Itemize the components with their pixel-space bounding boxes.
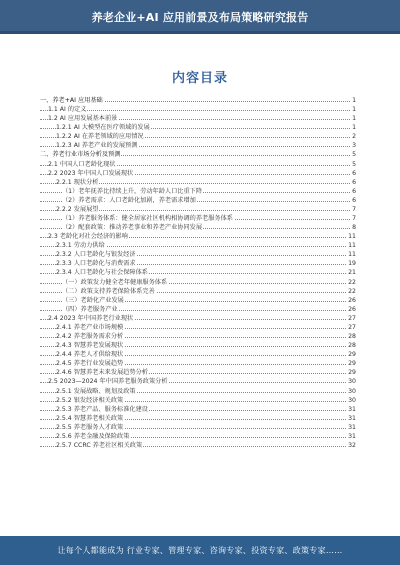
toc-entry[interactable] <box>40 241 356 250</box>
toc-entry[interactable] <box>40 105 356 114</box>
toc-entry-page: 7 <box>352 215 356 223</box>
toc-entry-page: 30 <box>348 378 356 386</box>
toc-entry-page: 7 <box>352 205 356 213</box>
toc-entry-page: 28 <box>348 333 356 341</box>
toc-entry-label: 2.5.2 银发经济相关政策 <box>56 396 124 404</box>
toc-entry[interactable] <box>40 160 356 169</box>
toc-entry-page: 21 <box>348 269 356 277</box>
toc-entry[interactable] <box>40 187 356 196</box>
toc-entry-page: 3 <box>352 142 356 150</box>
toc-entry-page: 22 <box>348 287 356 295</box>
toc-entry-label: 1.2.1 AI 大模型在医疗领域的发展 <box>56 124 150 132</box>
toc-entry-page: 5 <box>352 151 356 159</box>
toc-entry-label: 2.5.7 CCRC 养老社区相关政策 <box>56 441 143 449</box>
toc-entry-label: （一）政策发力健全老年健康服务体系 <box>62 278 168 286</box>
toc-entry[interactable] <box>40 396 356 405</box>
toc-entry-label: 2.5.3 养老产品、服务标准化建设 <box>56 405 148 413</box>
toc-entry-page: 1 <box>352 115 356 123</box>
toc-entry-label: 2.5 2023—2024 年中国养老服务政策分析 <box>48 378 168 386</box>
toc-entry-page: 2 <box>352 133 356 141</box>
toc-entry[interactable] <box>40 350 356 359</box>
toc-entry-page: 1 <box>352 124 356 132</box>
footer-text: 让每个人都能成为 行业专家、管理专家、咨询专家、投资专家、政策专家…… <box>57 546 343 555</box>
toc-entry-page: 30 <box>348 387 356 395</box>
toc-entry-label: （四）养老服务产业 <box>62 305 118 313</box>
toc-entry[interactable] <box>40 341 356 350</box>
toc-entry-page: 6 <box>352 178 356 186</box>
toc-entry-label: 2.4.2 养老服务需求分析 <box>56 333 124 341</box>
header-stripe <box>0 31 400 34</box>
toc-entry[interactable] <box>40 368 356 377</box>
toc-entry[interactable] <box>40 432 356 441</box>
toc-entry-label: （2）配套政策：推动养老事业和养老产业协同发展 <box>62 224 203 232</box>
toc-entry-label: 2.2.1 现状分析 <box>56 178 99 186</box>
toc-entry[interactable] <box>40 405 356 414</box>
toc-entry-label: 2.4 2023 年中国养老行业现状 <box>48 314 134 322</box>
toc-entry-page: 11 <box>348 251 356 259</box>
toc-entry-label: 2.1 中国人口老龄化现状 <box>48 160 116 168</box>
toc-entry-page: 26 <box>348 305 356 313</box>
toc-entry-label: （1）老年抚养比持续上升，劳动年龄人口比重下降 <box>62 187 203 195</box>
toc-entry[interactable] <box>40 96 356 105</box>
toc-entry[interactable] <box>40 205 356 214</box>
toc-entry-page: 27 <box>348 314 356 322</box>
header-bar <box>0 0 400 34</box>
toc-entry-page: 26 <box>348 296 356 304</box>
toc-entry-page: 5 <box>352 160 356 168</box>
toc-entry[interactable] <box>40 259 356 268</box>
toc-entry-label: 2.2.2 发展展望 <box>56 205 99 213</box>
toc-entry[interactable] <box>40 323 356 332</box>
toc-entry-label: 2.3.4 人口老龄化与社会保障体系 <box>56 269 148 277</box>
toc-entry-page: 31 <box>348 414 356 422</box>
toc-entry[interactable] <box>40 178 356 187</box>
toc-entry[interactable] <box>40 387 356 396</box>
footer-bar <box>0 536 400 565</box>
toc-entry-page: 22 <box>348 278 356 286</box>
toc-entry-label: 2.4.4 养老人才供给现状 <box>56 351 124 359</box>
toc-entry[interactable] <box>40 132 356 141</box>
toc-entry[interactable] <box>40 423 356 432</box>
toc-entry[interactable] <box>40 196 356 205</box>
toc-entry-page: 32 <box>348 441 356 449</box>
toc-entry-page: 6 <box>352 187 356 195</box>
toc-entry[interactable] <box>40 141 356 150</box>
toc-entry-label: 1.2 AI 应用发展基本前景 <box>48 115 118 123</box>
toc-entry[interactable] <box>40 114 356 123</box>
toc-entry-page: 29 <box>348 351 356 359</box>
toc-entry-label: 2.3 老龄化对社会经济的影响 <box>48 233 128 241</box>
toc-entry-page: 6 <box>352 196 356 204</box>
toc-entry-label: 一、养老+AI 应用基础 <box>40 97 103 104</box>
toc-entry-label: 2.4.3 智慧养老发展现状 <box>56 342 124 350</box>
toc-entry-label: 2.4.1 养老产业市场规模 <box>56 323 124 331</box>
toc-entry-page: 11 <box>348 242 356 250</box>
toc-entry[interactable] <box>40 278 356 287</box>
toc-entry-label: 2.5.4 智慧养老相关政策 <box>56 414 124 422</box>
toc-entry[interactable] <box>40 305 356 314</box>
toc-entry-page: 29 <box>348 369 356 377</box>
toc-entry[interactable] <box>40 214 356 223</box>
toc-entry-label: （2）养老需求：人口老龄化加剧，养老需求增加 <box>62 196 196 204</box>
toc-entry[interactable] <box>40 268 356 277</box>
toc-entry-label: 2.3.3 人口老龄化与消费需求 <box>56 260 136 268</box>
toc-entry[interactable] <box>40 287 356 296</box>
toc-entry[interactable] <box>40 441 356 450</box>
toc-entry-page: 29 <box>348 360 356 368</box>
toc-entry-label: 2.5.6 养老金融及保险政策 <box>56 432 130 440</box>
toc-entry-label: 二、养老行业市场分析及预测 <box>40 151 121 159</box>
toc-entry[interactable] <box>40 150 356 159</box>
report-title: 养老企业+AI 应用前景及布局策略研究报告 <box>91 11 309 24</box>
toc-entry[interactable] <box>40 296 356 305</box>
toc-entry[interactable] <box>40 377 356 386</box>
toc-entry-page: 8 <box>352 224 356 232</box>
toc-entry-page: 30 <box>348 396 356 404</box>
toc-entry-label: 2.5.5 养老服务人才政策 <box>56 423 124 431</box>
toc-entry[interactable] <box>40 332 356 341</box>
toc-entry[interactable] <box>40 250 356 259</box>
toc-entry-label: 2.4.6 智慧养老未来发展趋势分析 <box>56 369 148 377</box>
toc-entry-label: （三）老龄化产业发展 <box>62 296 124 304</box>
toc-entry-label: 2.4.5 养老行业发展趋势 <box>56 360 124 368</box>
toc-entry-page: 1 <box>352 97 356 104</box>
toc-entry-label: 2.3.2 人口老龄化与银发经济 <box>56 251 136 259</box>
toc-entry[interactable] <box>40 314 356 323</box>
toc-entry-page: 19 <box>348 260 356 268</box>
toc-entry-label: 2.5.1 发展战略、规划及政策 <box>56 387 136 395</box>
toc-entry[interactable] <box>40 123 356 132</box>
toc-entry-label: 2.3.1 劳动力供给 <box>56 242 105 250</box>
toc-entry-label: 1.1 AI 的定义 <box>48 106 87 114</box>
toc-entry-page: 31 <box>348 423 356 431</box>
toc-entry-page: 27 <box>348 323 356 331</box>
toc-entry-page: 31 <box>348 405 356 413</box>
toc-entry-label: 1.2.3 AI 养老产业的发展预测 <box>56 142 138 150</box>
toc-entry[interactable] <box>40 223 356 232</box>
toc-entry[interactable] <box>40 232 356 241</box>
toc-entry[interactable] <box>40 169 356 178</box>
table-of-contents <box>40 96 356 450</box>
toc-entry-label: 2.2 2023 年中国人口发展现状 <box>48 169 134 177</box>
toc-entry[interactable] <box>40 414 356 423</box>
toc-entry-label: （1）养老服务体系：健全居家社区机构相协调的养老服务体系 <box>62 215 233 223</box>
toc-entry-label: 1.2.2 AI 在养老领域的应用情况 <box>56 133 144 141</box>
toc-entry-label: （二）政策支持养老保险体系完善 <box>62 287 155 295</box>
toc-entry-page: 28 <box>348 342 356 350</box>
toc-entry-page: 31 <box>348 432 356 440</box>
toc-entry-page: 1 <box>352 106 356 114</box>
toc-title: 内容目录 <box>171 71 228 86</box>
toc-entry-page: 11 <box>348 233 356 241</box>
toc-entry-page: 6 <box>352 169 356 177</box>
toc-entry[interactable] <box>40 359 356 368</box>
